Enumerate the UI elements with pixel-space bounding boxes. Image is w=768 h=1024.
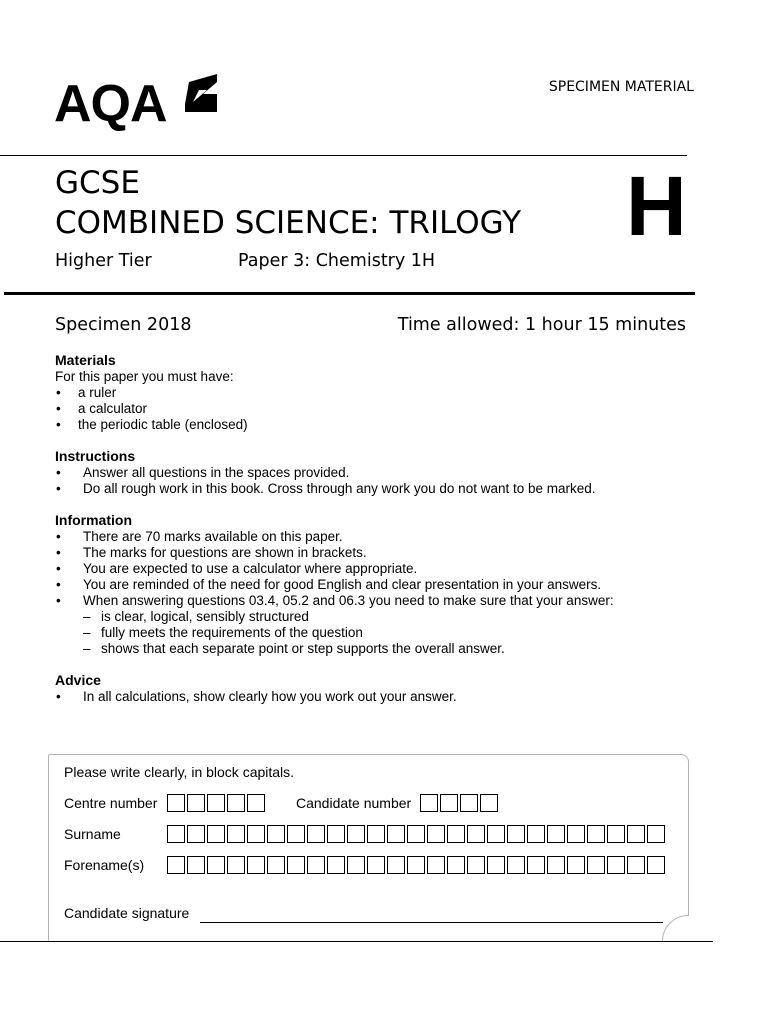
materials-item: • a ruler (55, 385, 715, 401)
character-box[interactable] (307, 825, 325, 843)
character-box[interactable] (567, 856, 585, 874)
character-box[interactable] (647, 856, 665, 874)
character-box[interactable] (407, 825, 425, 843)
information-subitem: – shows that each separate point or step supports the overall answer. (55, 641, 715, 657)
character-box[interactable] (207, 856, 225, 874)
character-box[interactable] (307, 856, 325, 874)
information-item: • You are reminded of the need for good English and clear presentation in your answers. (55, 577, 715, 593)
box-corner-curl (662, 915, 689, 942)
character-box[interactable] (187, 825, 205, 843)
character-box[interactable] (507, 856, 525, 874)
character-box[interactable] (387, 856, 405, 874)
character-box[interactable] (440, 794, 458, 812)
character-box[interactable] (227, 794, 245, 812)
instructions-section (55, 448, 715, 497)
information-subitem: – is clear, logical, sensibly structured (55, 609, 715, 625)
surname-label: Surname (64, 826, 121, 842)
advice-section (55, 672, 715, 705)
character-box[interactable] (187, 794, 205, 812)
materials-heading: Materials (55, 352, 116, 368)
tier-label: Higher Tier (55, 251, 152, 271)
instructions-heading: Instructions (55, 448, 136, 464)
character-box[interactable] (407, 856, 425, 874)
character-box[interactable] (420, 794, 438, 812)
materials-intro: For this paper you must have: (55, 369, 234, 384)
character-box[interactable] (287, 856, 305, 874)
candidate-details-box (48, 754, 689, 942)
centre-number-label: Centre number (64, 795, 158, 811)
character-box[interactable] (347, 856, 365, 874)
time-allowed: Time allowed: 1 hour 15 minutes (397, 315, 686, 335)
information-item: • You are expected to use a calculator where appropriate. (55, 561, 715, 577)
character-box[interactable] (367, 825, 385, 843)
specimen-year: Specimen 2018 (55, 315, 192, 335)
candidate-number-label: Candidate number (296, 795, 412, 811)
character-box[interactable] (167, 856, 185, 874)
character-box[interactable] (547, 825, 565, 843)
instructions-item: • Answer all questions in the spaces provided. (55, 465, 715, 481)
character-box[interactable] (627, 825, 645, 843)
character-box[interactable] (467, 825, 485, 843)
aqa-logo-mark-icon (183, 72, 219, 114)
character-box[interactable] (207, 794, 225, 812)
footer-divider (0, 941, 713, 942)
character-box[interactable] (507, 825, 525, 843)
information-item: • There are 70 marks available on this paper. (55, 529, 715, 545)
character-box[interactable] (467, 856, 485, 874)
logo-wordmark: AQA (54, 75, 167, 133)
character-box[interactable] (527, 856, 545, 874)
front-cover-content (55, 352, 715, 720)
information-item: • The marks for questions are shown in brackets. (55, 545, 715, 561)
aqa-logo (54, 72, 224, 132)
character-box[interactable] (587, 825, 605, 843)
header-divider (0, 155, 687, 156)
character-box[interactable] (480, 794, 498, 812)
title-divider (4, 292, 695, 295)
character-box[interactable] (267, 856, 285, 874)
specimen-material-label: SPECIMEN MATERIAL (548, 79, 694, 95)
character-box[interactable] (627, 856, 645, 874)
character-box[interactable] (347, 825, 365, 843)
character-box[interactable] (187, 856, 205, 874)
candidate-number-field[interactable] (420, 794, 500, 812)
candidate-signature-label: Candidate signature (64, 905, 190, 921)
character-box[interactable] (167, 794, 185, 812)
character-box[interactable] (247, 794, 265, 812)
character-box[interactable] (427, 825, 445, 843)
character-box[interactable] (227, 856, 245, 874)
forenames-field[interactable] (167, 856, 667, 874)
character-box[interactable] (487, 825, 505, 843)
character-box[interactable] (287, 825, 305, 843)
forenames-label: Forename(s) (64, 857, 145, 873)
tier-letter: H (626, 159, 687, 253)
information-section (55, 512, 715, 657)
character-box[interactable] (447, 825, 465, 843)
character-box[interactable] (247, 856, 265, 874)
character-box[interactable] (207, 825, 225, 843)
character-box[interactable] (587, 856, 605, 874)
character-box[interactable] (607, 825, 625, 843)
character-box[interactable] (527, 825, 545, 843)
instructions-item: • Do all rough work in this book. Cross through any work you do not want to be marked. (55, 481, 715, 497)
character-box[interactable] (427, 856, 445, 874)
advice-heading: Advice (55, 672, 101, 688)
character-box[interactable] (367, 856, 385, 874)
character-box[interactable] (547, 856, 565, 874)
candidate-signature-line[interactable] (200, 922, 663, 923)
information-heading: Information (55, 512, 132, 528)
paper-label: Paper 3: Chemistry 1H (238, 251, 436, 271)
surname-field[interactable] (167, 825, 667, 843)
character-box[interactable] (647, 825, 665, 843)
character-box[interactable] (387, 825, 405, 843)
character-box[interactable] (247, 825, 265, 843)
advice-item: • In all calculations, show clearly how you work out your answer. (55, 689, 715, 705)
character-box[interactable] (567, 825, 585, 843)
character-box[interactable] (327, 825, 345, 843)
subject-title: COMBINED SCIENCE: TRILOGY (55, 205, 522, 241)
character-box[interactable] (327, 856, 345, 874)
information-subitem: – fully meets the requirements of the question (55, 625, 715, 641)
character-box[interactable] (167, 825, 185, 843)
character-box[interactable] (460, 794, 478, 812)
qualification-title: GCSE (55, 165, 140, 201)
character-box[interactable] (487, 856, 505, 874)
materials-item: • the periodic table (enclosed) (55, 417, 715, 433)
information-item: • When answering questions 03.4, 05.2 and 06.3 you need to make sure that your answer: (55, 593, 715, 609)
character-box[interactable] (607, 856, 625, 874)
materials-item: • a calculator (55, 401, 715, 417)
block-capitals-prompt: Please write clearly, in block capitals. (64, 764, 295, 780)
character-box[interactable] (227, 825, 245, 843)
character-box[interactable] (267, 825, 285, 843)
character-box[interactable] (447, 856, 465, 874)
materials-section (55, 352, 715, 433)
centre-number-field[interactable] (167, 794, 267, 812)
